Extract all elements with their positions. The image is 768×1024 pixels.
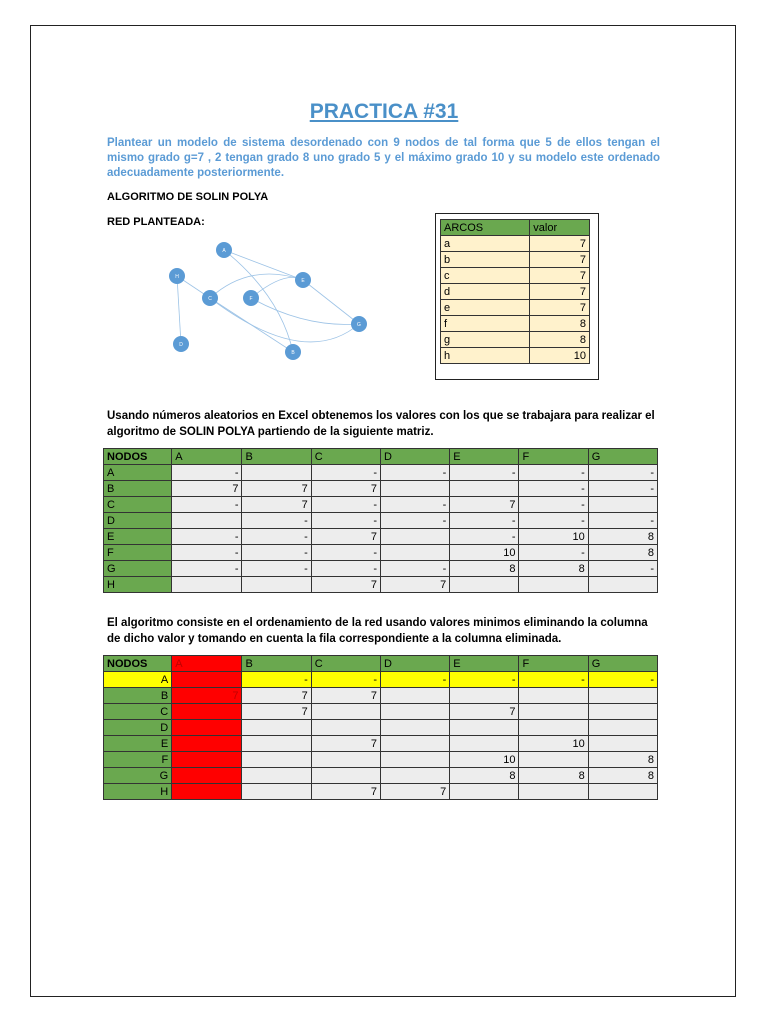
graph-node [351, 316, 367, 332]
matrix-row [104, 497, 658, 513]
matrix-header-cell: F [519, 449, 588, 465]
matrix-cell [311, 720, 380, 736]
matrix-cell [311, 768, 380, 784]
matrix-cell: 7 [311, 481, 380, 497]
matrix-cell [380, 768, 449, 784]
matrix-row-label: G [104, 768, 172, 784]
matrix-row-label: D [104, 513, 172, 529]
arcs-row [441, 236, 590, 252]
graph-edge [177, 276, 181, 344]
arc-name: a [441, 236, 530, 252]
matrix-header-cell: C [311, 449, 380, 465]
graph-node-label: G [357, 322, 361, 328]
matrix-cell: - [380, 497, 449, 513]
matrix-2 [103, 655, 658, 800]
matrix-row [104, 704, 658, 720]
graph-edge [224, 250, 293, 352]
matrix-cell: - [242, 672, 311, 688]
matrix-cell: 10 [519, 736, 588, 752]
matrix-cell: 7 [311, 736, 380, 752]
matrix-cell [519, 784, 588, 800]
matrix-cell: - [380, 672, 449, 688]
arc-value: 8 [530, 332, 590, 348]
arc-value: 8 [530, 316, 590, 332]
matrix-header-cell: B [242, 656, 311, 672]
matrix-cell [588, 577, 657, 593]
matrix-row-label: F [104, 545, 172, 561]
matrix-cell: - [450, 513, 519, 529]
matrix-cell: 8 [450, 561, 519, 577]
arcs-row [441, 252, 590, 268]
matrix-row-label: B [104, 481, 172, 497]
matrix-cell: - [519, 513, 588, 529]
arc-name: g [441, 332, 530, 348]
matrix-cell: 7 [450, 497, 519, 513]
matrix-cell: - [172, 545, 242, 561]
matrix-cell: - [519, 497, 588, 513]
matrix-row [104, 481, 658, 497]
matrix-row [104, 545, 658, 561]
matrix-row-label: E [104, 529, 172, 545]
matrix-cell: - [380, 561, 449, 577]
matrix-cell: - [172, 561, 242, 577]
matrix-cell: 8 [588, 545, 657, 561]
matrix-cell [242, 736, 311, 752]
arc-name: f [441, 316, 530, 332]
matrix-cell [172, 736, 242, 752]
arcs-header-value: valor [530, 220, 590, 236]
matrix-cell [172, 672, 242, 688]
matrix-header-cell: C [311, 656, 380, 672]
matrix-row-label: B [104, 688, 172, 704]
matrix-cell: - [588, 672, 657, 688]
matrix-cell: 8 [450, 768, 519, 784]
matrix-header-cell: A [172, 449, 242, 465]
matrix-cell: 10 [450, 752, 519, 768]
matrix-cell [380, 736, 449, 752]
matrix-cell: - [519, 672, 588, 688]
matrix-header-cell: G [588, 656, 657, 672]
matrix-cell [380, 545, 449, 561]
matrix-header-cell: E [450, 449, 519, 465]
matrix-cell [172, 768, 242, 784]
matrix-cell: 7 [311, 784, 380, 800]
graph-edge [210, 298, 359, 342]
matrix-cell: 7 [242, 704, 311, 720]
matrix-cell: 7 [311, 577, 380, 593]
matrix-cell: 7 [242, 688, 311, 704]
matrix-cell: - [450, 672, 519, 688]
arcs-header-name: ARCOS [441, 220, 530, 236]
matrix-cell [242, 784, 311, 800]
matrix-cell [242, 720, 311, 736]
matrix-header-cell: D [380, 656, 449, 672]
matrix-cell: - [450, 465, 519, 481]
matrix-cell [380, 704, 449, 720]
matrix-cell: 7 [172, 688, 242, 704]
matrix-cell [311, 752, 380, 768]
arc-value: 7 [530, 300, 590, 316]
matrix-cell: - [172, 465, 242, 481]
matrix-cell: - [242, 545, 311, 561]
matrix-cell [450, 481, 519, 497]
matrix-row [104, 736, 658, 752]
arcs-row [441, 284, 590, 300]
matrix-cell [588, 784, 657, 800]
matrix-cell: 7 [172, 481, 242, 497]
matrix-row-label: H [104, 784, 172, 800]
matrix-cell [172, 513, 242, 529]
graph-edge [224, 250, 303, 280]
network-label: RED PLANTEADA: [107, 216, 205, 228]
arc-name: e [441, 300, 530, 316]
algorithm-label: ALGORITMO DE SOLIN POLYA [107, 191, 269, 203]
matrix-cell: 7 [380, 577, 449, 593]
matrix-cell [172, 577, 242, 593]
matrix-row [104, 720, 658, 736]
matrix-cell: - [588, 465, 657, 481]
matrix-cell: 10 [519, 529, 588, 545]
matrix-cell [519, 752, 588, 768]
matrix-header-cell: F [519, 656, 588, 672]
matrix-cell [242, 752, 311, 768]
matrix-cell: 8 [588, 529, 657, 545]
matrix-cell [242, 577, 311, 593]
matrix-cell: 8 [588, 752, 657, 768]
matrix-header-cell: E [450, 656, 519, 672]
graph-node-label: F [249, 296, 253, 302]
matrix-row-label: A [104, 465, 172, 481]
matrix-row-label: E [104, 736, 172, 752]
matrix-row [104, 768, 658, 784]
matrix-cell: - [519, 481, 588, 497]
arc-name: h [441, 348, 530, 364]
matrix-cell [380, 481, 449, 497]
intro-text: Plantear un modelo de sistema desordenado con 9 nodos de tal forma que 5 de ellos tengan el mismo grado g=7 , 2 tengan grado 8 uno grado 5 y el máximo grado 10 y su modelo este ordenado adecuadamente posteriormente. [107, 137, 660, 179]
arcs-row [441, 332, 590, 348]
matrix-cell: - [588, 513, 657, 529]
matrix-cell: - [242, 561, 311, 577]
matrix-cell: - [450, 529, 519, 545]
arc-value: 7 [530, 236, 590, 252]
matrix-row [104, 513, 658, 529]
graph-node [285, 344, 301, 360]
arcs-table [440, 219, 590, 364]
matrix-cell: - [242, 529, 311, 545]
matrix-cell: - [311, 672, 380, 688]
matrix-cell [588, 497, 657, 513]
matrix-row-label: H [104, 577, 172, 593]
matrix-cell [380, 752, 449, 768]
matrix-row [104, 529, 658, 545]
matrix-cell [588, 688, 657, 704]
matrix-row [104, 688, 658, 704]
matrix-row-label: C [104, 497, 172, 513]
arc-value: 7 [530, 284, 590, 300]
graph-node-label: C [208, 296, 212, 302]
matrix-cell: - [311, 497, 380, 513]
graph-node-label: E [301, 278, 305, 284]
graph-node-label: D [179, 342, 183, 348]
graph-node [202, 290, 218, 306]
matrix-cell [519, 704, 588, 720]
matrix-cell: 7 [311, 688, 380, 704]
arc-value: 10 [530, 348, 590, 364]
graph-node [216, 242, 232, 258]
matrix-cell: - [311, 465, 380, 481]
graph-edge [303, 280, 359, 324]
matrix-row [104, 672, 658, 688]
graph-node [295, 272, 311, 288]
matrix-cell: 7 [380, 784, 449, 800]
graph-node-label: B [291, 350, 295, 356]
matrix-cell [588, 720, 657, 736]
matrix-header-cell: D [380, 449, 449, 465]
matrix-cell [450, 784, 519, 800]
matrix-cell: - [380, 513, 449, 529]
arcs-row [441, 268, 590, 284]
matrix-row [104, 752, 658, 768]
matrix-cell [172, 784, 242, 800]
arc-name: b [441, 252, 530, 268]
matrix-cell: 7 [242, 481, 311, 497]
matrix-row [104, 577, 658, 593]
matrix-cell: - [588, 481, 657, 497]
matrix-row-label: C [104, 704, 172, 720]
matrix-cell: - [311, 513, 380, 529]
matrix-cell [311, 704, 380, 720]
matrix-1 [103, 448, 658, 593]
matrix-cell: 8 [588, 768, 657, 784]
network-graph [155, 240, 377, 368]
matrix-row [104, 784, 658, 800]
matrix-cell: 7 [242, 497, 311, 513]
matrix-cell [380, 720, 449, 736]
matrix-cell: - [519, 465, 588, 481]
arc-value: 7 [530, 252, 590, 268]
arcs-row [441, 316, 590, 332]
matrix-header-row [104, 449, 658, 465]
matrix-cell [588, 736, 657, 752]
arcs-row [441, 348, 590, 364]
matrix-row-label: G [104, 561, 172, 577]
matrix-header-cell: B [242, 449, 311, 465]
matrix-row-label: F [104, 752, 172, 768]
matrix-header-cell: A [172, 656, 242, 672]
matrix-cell [172, 752, 242, 768]
matrix-row-label: A [104, 672, 172, 688]
matrix-cell [519, 720, 588, 736]
matrix-header-cell: NODOS [104, 449, 172, 465]
matrix-header-cell: NODOS [104, 656, 172, 672]
graph-node [173, 336, 189, 352]
matrix-cell [588, 704, 657, 720]
matrix-cell: 8 [519, 561, 588, 577]
paragraph-1: Usando números aleatorios en Excel obtenemos los valores con los que se trabajara para realizar el algoritmo de SOLIN POLYA partiendo de la siguiente matriz. [107, 410, 655, 438]
graph-node [243, 290, 259, 306]
matrix-header-cell: G [588, 449, 657, 465]
matrix-header-row [104, 656, 658, 672]
matrix-row-label: D [104, 720, 172, 736]
matrix-row [104, 465, 658, 481]
matrix-cell [450, 577, 519, 593]
matrix-cell: 8 [519, 768, 588, 784]
matrix-cell: - [172, 497, 242, 513]
matrix-cell: - [519, 545, 588, 561]
graph-node [169, 268, 185, 284]
paragraph-2: El algoritmo consiste en el ordenamiento de la red usando valores minimos eliminando la columna de dicho valor y tomando en cuenta la fila correspondiente a la columna eliminada. [107, 617, 648, 645]
matrix-cell: - [242, 513, 311, 529]
arc-value: 7 [530, 268, 590, 284]
matrix-cell: - [311, 561, 380, 577]
matrix-cell: - [311, 545, 380, 561]
matrix-cell [380, 529, 449, 545]
matrix-cell: - [588, 561, 657, 577]
matrix-cell [450, 720, 519, 736]
arcs-row [441, 300, 590, 316]
matrix-cell: 10 [450, 545, 519, 561]
matrix-row [104, 561, 658, 577]
matrix-cell [450, 736, 519, 752]
matrix-cell [172, 720, 242, 736]
matrix-cell [242, 465, 311, 481]
matrix-cell: 7 [450, 704, 519, 720]
matrix-cell [172, 704, 242, 720]
arc-name: c [441, 268, 530, 284]
matrix-cell: - [172, 529, 242, 545]
matrix-cell [380, 688, 449, 704]
matrix-cell: - [380, 465, 449, 481]
graph-node-label: A [222, 248, 226, 254]
page-title: PRACTICA #31 [309, 100, 459, 123]
matrix-cell [519, 688, 588, 704]
graph-node-label: H [175, 274, 179, 280]
matrix-cell [519, 577, 588, 593]
matrix-cell [242, 768, 311, 784]
matrix-cell [450, 688, 519, 704]
matrix-cell: 7 [311, 529, 380, 545]
arc-name: d [441, 284, 530, 300]
